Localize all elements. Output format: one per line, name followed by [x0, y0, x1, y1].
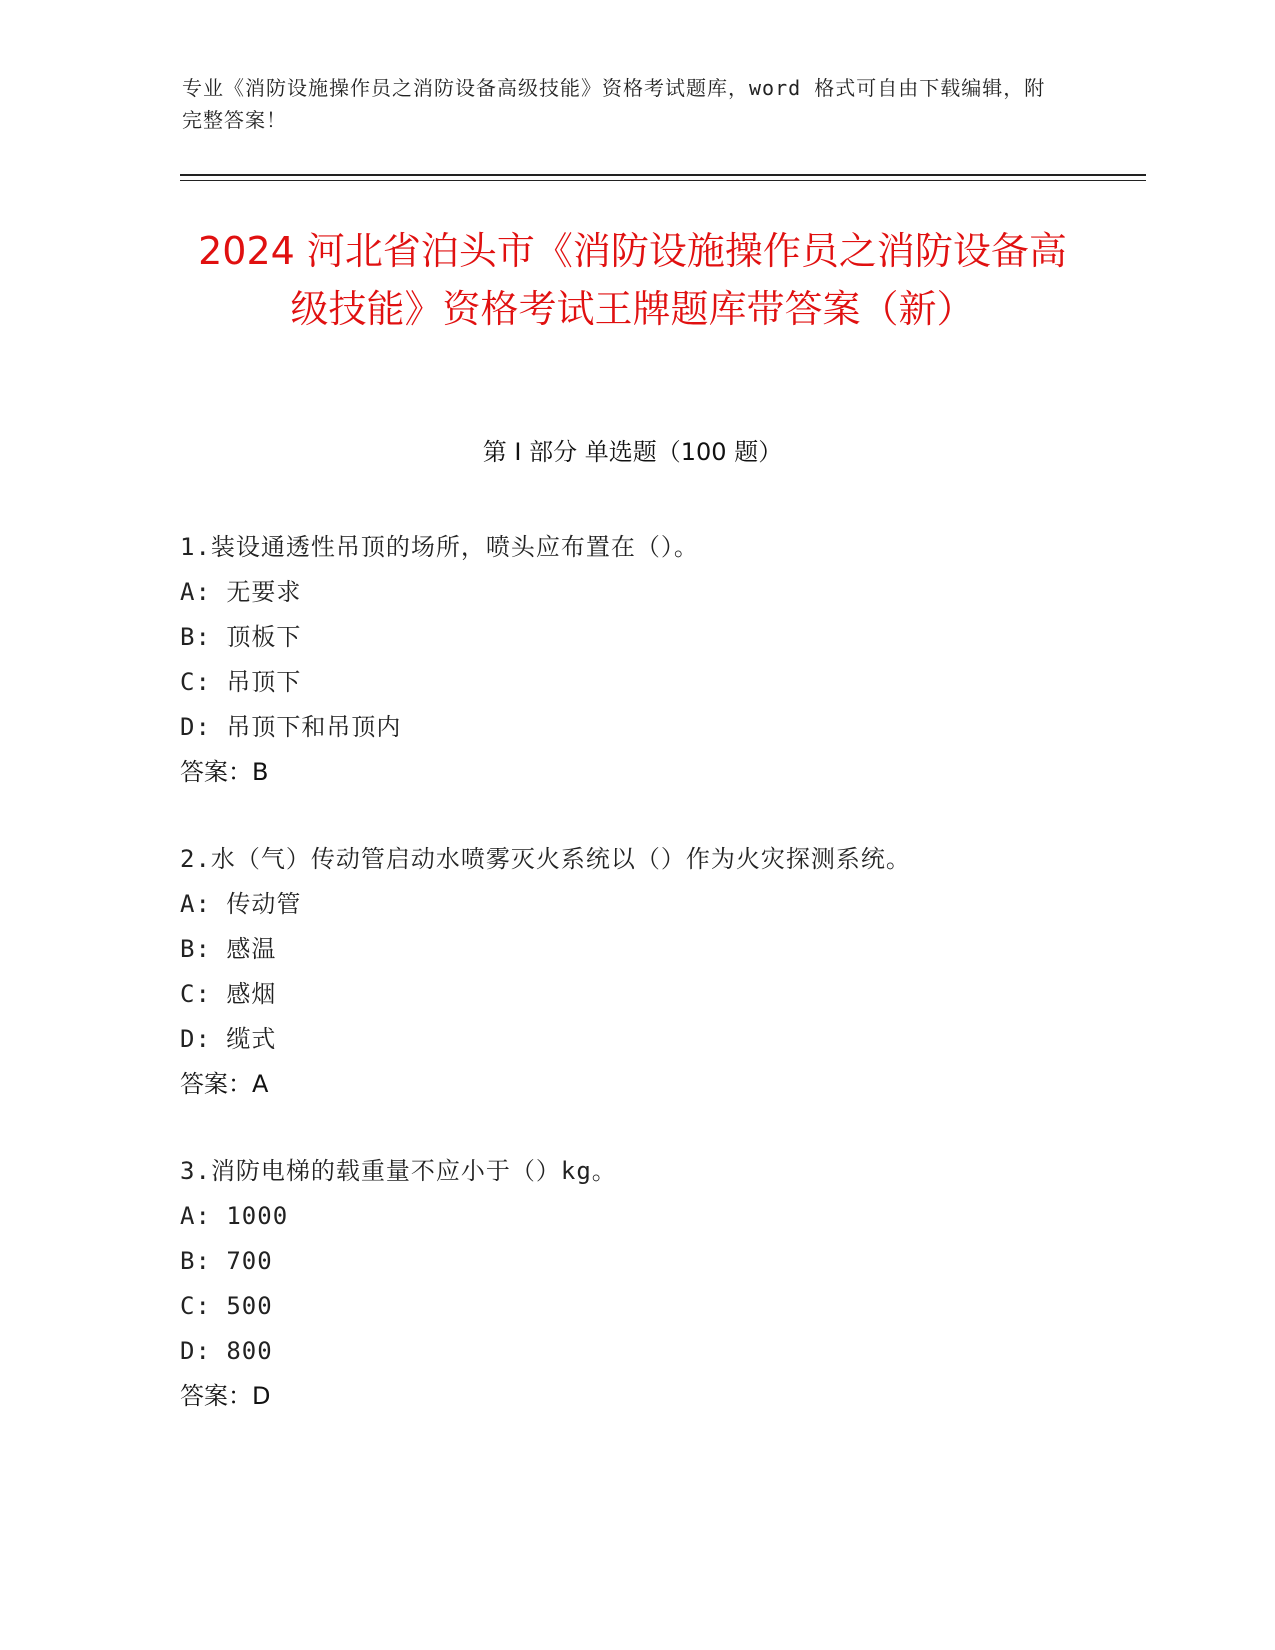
option-c: C: 吊顶下 — [180, 668, 302, 696]
answer-line: 答案：B — [180, 758, 269, 786]
option-a: A: 无要求 — [180, 578, 302, 606]
question-stem: 2.水（气）传动管启动水喷雾灭火系统以（）作为火灾探测系统。 — [180, 845, 911, 873]
question-stem: 1.装设通透性吊顶的场所，喷头应布置在（）。 — [180, 533, 699, 561]
intro-text: 专业《消防设施操作员之消防设备高级技能》资格考试题库，word 格式可自由下载编辑，附完整答案！ — [182, 76, 1046, 132]
option-b: B: 感温 — [180, 935, 277, 963]
option-d: D: 吊顶下和吊顶内 — [180, 713, 402, 741]
option-b: B: 700 — [180, 1247, 273, 1275]
question-item — [180, 1149, 1080, 1419]
header-divider-thick — [180, 174, 1146, 176]
question-list — [180, 525, 1080, 1461]
option-d: D: 800 — [180, 1337, 273, 1365]
question-item — [180, 525, 1080, 795]
option-c: C: 感烟 — [180, 980, 277, 1008]
answer-line: 答案：A — [180, 1070, 269, 1098]
question-stem: 3.消防电梯的载重量不应小于（）kg。 — [180, 1157, 617, 1185]
header-divider-thin — [180, 180, 1146, 181]
option-d: D: 缆式 — [180, 1025, 277, 1053]
document-title: 2024 河北省泊头市《消防设施操作员之消防设备高级技能》资格考试王牌题库带答案（新） — [198, 229, 1067, 331]
section-heading: 第 I 部分 单选题（100 题） — [482, 438, 783, 466]
answer-line: 答案：D — [180, 1382, 271, 1410]
option-c: C: 500 — [180, 1292, 273, 1320]
option-a: A: 传动管 — [180, 890, 302, 918]
option-a: A: 1000 — [180, 1202, 289, 1230]
option-b: B: 顶板下 — [180, 623, 302, 651]
question-item — [180, 837, 1080, 1107]
